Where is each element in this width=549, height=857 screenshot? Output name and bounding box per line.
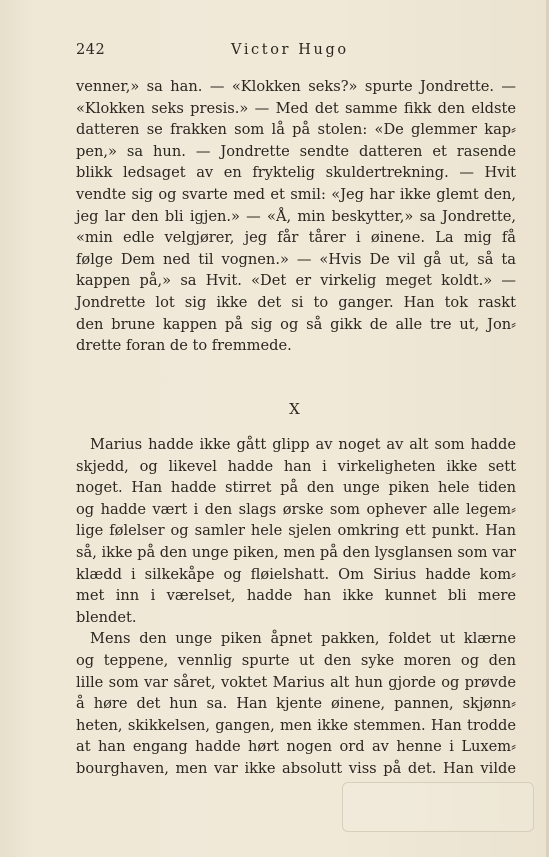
text-line: lige følelser og samler hele sjelen omkring ett punkt. Han (76, 522, 516, 540)
text-line: pen,» sa hun. — Jondrette sendte datteren et rasende (76, 142, 516, 160)
text-line: skjedd, og likevel hadde han i virkeligheten ikke sett (76, 457, 516, 475)
text-line: venner,» sa han. — «Klokken seks?» spurte Jondrette. — (76, 78, 516, 95)
text-line: met inn i værelset, hadde han ikke kunnet bli mere (76, 587, 516, 605)
page-number: 242 (76, 42, 106, 58)
text-line: den brune kappen på sig og så gikk de alle tre ut, Jon⸗ (76, 315, 516, 333)
text-line: «min edle velgjører, jeg får tårer i øinene. La mig få (76, 229, 516, 247)
section-heading: X (289, 400, 301, 418)
text-line: blikk ledsaget av en fryktelig skuldertrekning. — Hvit (76, 164, 516, 182)
text-line: klædd i silkekåpe og fløielshatt. Om Sirius hadde kom⸗ (76, 565, 516, 583)
text-line: lille som var såret, voktet Marius alt hun gjorde og prøvde (76, 673, 516, 691)
text-line: vendte sig og svarte med et smil: «Jeg har ikke glemt den, (76, 185, 516, 203)
text-line: Mens den unge piken åpnet pakken, foldet ut klærne (90, 630, 516, 648)
text-line: følge Dem ned til vognen.» — «Hvis De vil gå ut, så ta (76, 250, 516, 268)
page-header (76, 42, 480, 62)
text-line: bourghaven, men var ikke absolutt viss på det. Han vilde (76, 759, 516, 777)
text-line: drette foran de to fremmede. (76, 337, 292, 355)
text-line: og hadde vært i den slags ørske som ophever alle legem⸗ (76, 500, 516, 518)
text-line: og teppene, vennlig spurte ut den syke moren og den (76, 651, 516, 669)
text-line: blendet. (76, 608, 137, 626)
text-line: så, ikke på den unge piken, men på den lysglansen som var (76, 543, 516, 561)
section-body (76, 434, 516, 780)
text-line: at han engang hadde hørt nogen ord av henne i Luxem⸗ (76, 738, 516, 756)
text-line: Marius hadde ikke gått glipp av noget av alt som hadde (90, 436, 516, 453)
text-line: datteren se frakken som lå på stolen: «De glemmer kap⸗ (76, 121, 516, 139)
text-line: noget. Han hadde stirret på den unge piken hele tiden (76, 479, 516, 497)
paragraph-continued (76, 76, 516, 357)
text-line: «Klokken seks presis.» — Med det samme fikk den eldste (76, 99, 516, 117)
paper-mark (342, 782, 534, 832)
text-line: heten, skikkelsen, gangen, men ikke stemmen. Han trodde (76, 716, 516, 734)
text-line: kappen på,» sa Hvit. «Det er virkelig meget koldt.» — (76, 272, 516, 290)
text-line: jeg lar den bli igjen.» — «Å, min beskytter,» sa Jondrette, (76, 207, 516, 225)
text-line: Jondrette lot sig ikke det si to ganger. Han tok raskt (76, 293, 516, 311)
text-line: å høre det hun sa. Han kjente øinene, pannen, skjønn⸗ (76, 695, 516, 713)
running-head: Victor Hugo (231, 42, 349, 58)
